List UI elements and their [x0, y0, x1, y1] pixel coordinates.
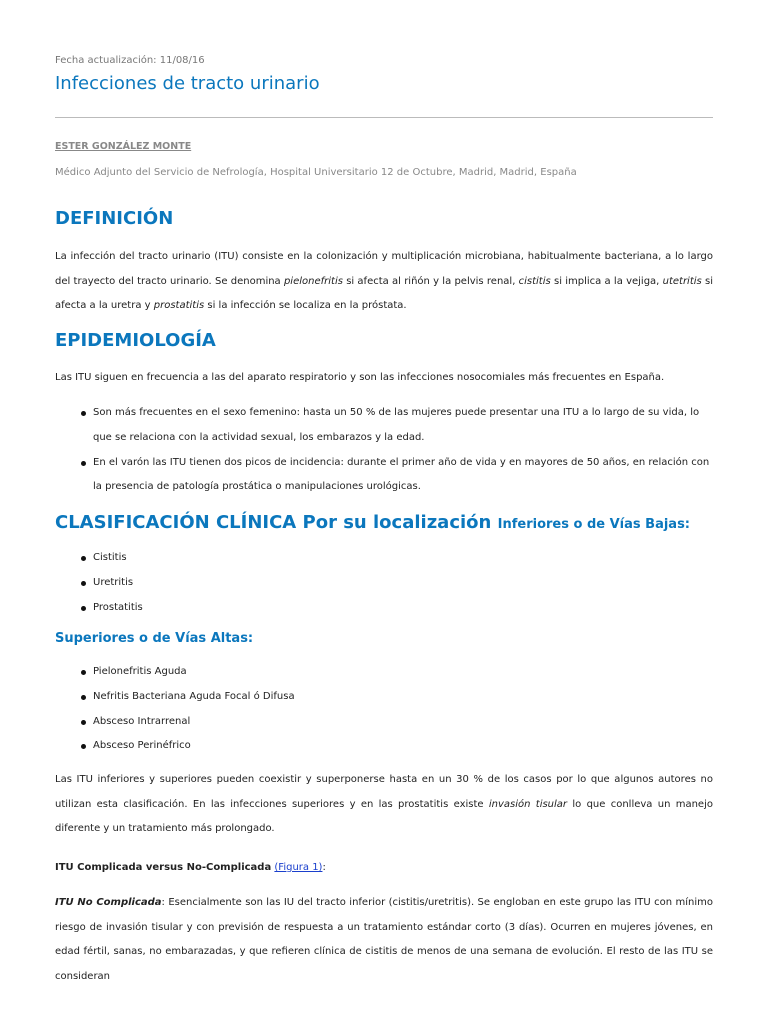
bullet-icon [81, 744, 86, 749]
text-run: si afecta al riñón y la pelvis renal, [342, 275, 519, 287]
list-item-text: Cistitis [93, 552, 127, 563]
heading-main: CLASIFICACIÓN CLÍNICA [55, 512, 297, 533]
inferiores-list [55, 546, 713, 620]
list-item [55, 546, 713, 571]
bullet-icon [81, 461, 86, 466]
term-uretritis: utetritis [662, 275, 702, 287]
section-heading-clasificacion [55, 512, 690, 533]
bullet-icon [81, 720, 86, 725]
itu-no-complicada-paragraph [55, 891, 713, 989]
list-item [55, 571, 713, 596]
list-item [55, 401, 713, 451]
list-item-text: Son más frecuentes en el sexo femenino: hasta un 50 % de las mujeres puede presentar una ITU a lo largo de su vida, lo que se relaciona con la actividad sexual, los embarazos y la edad. [93, 407, 700, 443]
list-item-text: Absceso Intrarrenal [93, 715, 191, 727]
section-heading-definicion: DEFINICIÓN [55, 208, 174, 229]
author-affiliation: Médico Adjunto del Servicio de Nefrología, Hospital Universitario 12 de Octubre, Madrid, Madrid, España [55, 167, 577, 178]
page-title: Infecciones de tracto urinario [55, 73, 320, 94]
figura-1-link[interactable]: (Figura 1) [274, 862, 323, 873]
text-run: si implica a la vejiga, [550, 275, 663, 287]
list-item-text: Prostatitis [93, 601, 143, 613]
term-prostatitis: prostatitis [153, 300, 205, 311]
list-item-text: En el varón las ITU tienen dos picos de incidencia: durante el primer año de vida y en mayores de 50 años, en relación con la presencia de patología prostática o manipulaciones urológicas. [93, 456, 710, 493]
definicion-paragraph [55, 245, 713, 319]
list-item [55, 710, 713, 735]
bullet-icon [81, 581, 86, 586]
bullet-icon [81, 411, 86, 416]
update-date: Fecha actualización: 11/08/16 [55, 55, 205, 66]
heading-sub: Por su localización [302, 512, 492, 533]
epidemiologia-list [55, 401, 713, 500]
list-item [55, 596, 713, 621]
superiores-list [55, 660, 713, 759]
list-item-text: Pielonefritis Aguda [93, 666, 187, 677]
text-run: si la infección se localiza en la próstata. [204, 300, 407, 311]
text-run: La infección del tracto urinario (ITU) consiste en la colonización y multiplicación microbiana, habitualmente bacteriana, a lo largo del trayecto del tracto urinario. Se denomina [55, 251, 713, 287]
text-run: : Esencialmente son las IU del tracto inferior (cistitis/uretritis). Se engloban en este grupo las ITU con mínimo riesgo de invasión tisular y con previsión de respuesta a un tratamiento estándar corto (3 días). Ocurren en mujeres jóvenes, en edad fértil, sanas, no embarazadas, y que refieren clínica de cistitis de menos de una semana de evolución. El resto de las ITU se consideran [55, 897, 713, 982]
bullet-icon [81, 695, 86, 700]
list-item-text: Absceso Perinéfrico [93, 740, 191, 752]
itu-complicada-label: ITU Complicada versus No-Complicada [55, 862, 272, 873]
subheading-superiores: Superiores o de Vías Altas: [55, 631, 254, 646]
itu-complicada-line [55, 856, 713, 881]
list-item-text: Nefritis Bacteriana Aguda Focal ó Difusa [93, 690, 295, 702]
text-run: lo que conlleva un manejo diferente y un tratamiento más prolongado. [55, 798, 713, 834]
epidemiologia-paragraph: Las ITU siguen en frecuencia a las del aparato respiratorio y son las infecciones nosocomiales más frecuentes en España. [55, 372, 665, 383]
list-item [55, 660, 713, 685]
clasificacion-paragraph [55, 768, 713, 842]
section-heading-epidemiologia: EPIDEMIOLOGÍA [55, 330, 216, 351]
bullet-icon [81, 670, 86, 675]
divider [55, 117, 713, 118]
itu-no-complicada-label: ITU No Complicada [55, 897, 162, 908]
bullet-icon [81, 606, 86, 611]
term-pielonefritis: pielonefritis [283, 275, 343, 287]
term-invasion-tisular: invasión tisular [488, 798, 568, 810]
term-cistitis: cistitis [518, 275, 551, 287]
list-item [55, 451, 713, 501]
list-item [55, 685, 713, 710]
bullet-icon [81, 556, 86, 561]
heading-sub-sub: Inferiores o de Vías Bajas: [497, 517, 690, 532]
list-item [55, 734, 713, 759]
author-link[interactable]: ESTER GONZÁLEZ MONTE [55, 141, 192, 152]
text-run: : [322, 862, 326, 873]
text-run: Las ITU inferiores y superiores pueden coexistir y superponerse hasta en un 30 % de los casos por lo que algunos autores no utilizan esta clasificación. En las infecciones superiores y en las prostatitis existe [55, 774, 713, 810]
text-run: si afecta a la uretra y [55, 275, 713, 311]
list-item-text: Uretritis [93, 576, 134, 588]
